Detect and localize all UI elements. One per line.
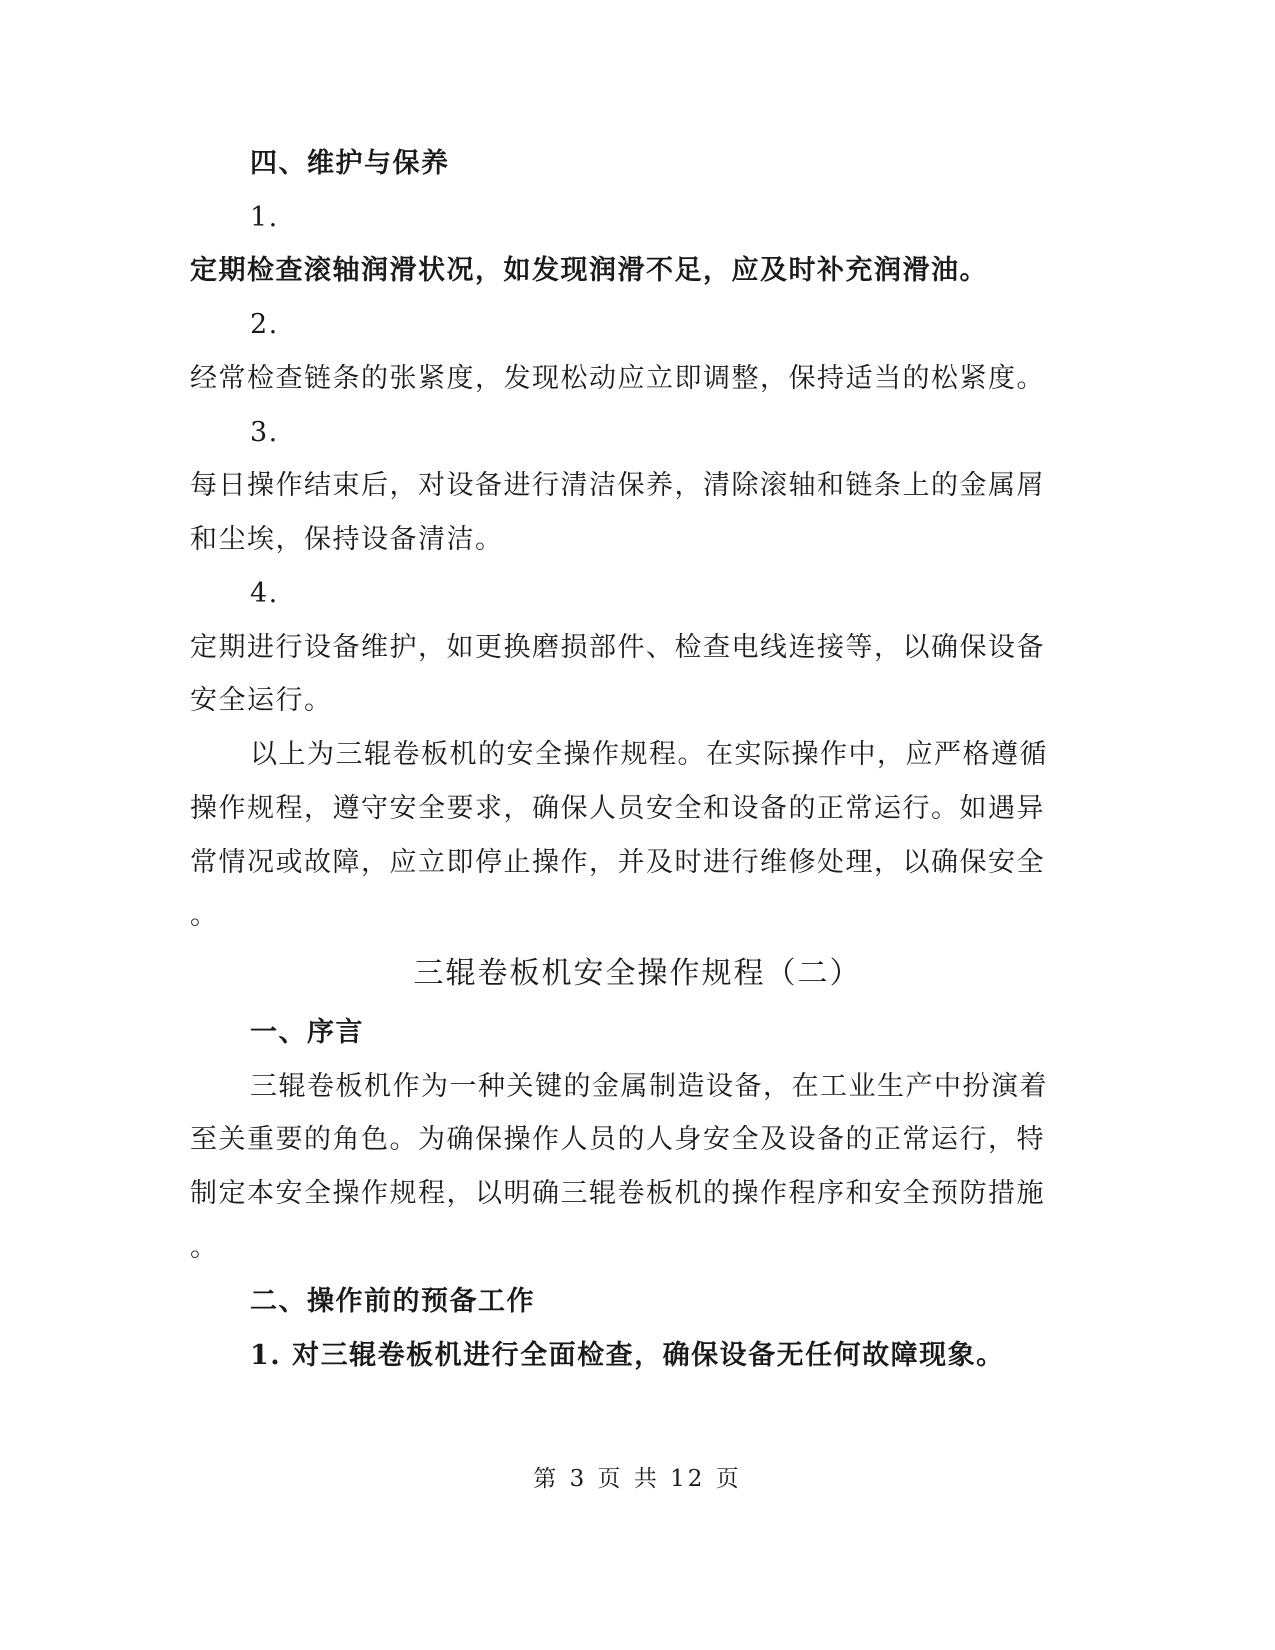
section-heading-maintenance: 四、维护与保养 [250,148,450,179]
summary-paragraph-line: 操作规程，遵守安全要求，确保人员安全和设备的正常运行。如遇异 [190,793,1045,824]
summary-paragraph-line: 常情况或故障，应立即停止操作，并及时进行维修处理，以确保安全 [190,847,1045,878]
list-item-number: 2. [250,309,279,340]
summary-paragraph-line: 。 [190,900,219,931]
list-item-number: 3. [250,417,279,448]
list-item-text: 安全运行。 [190,685,333,716]
preface-paragraph-line: 三辊卷板机作为一种关键的金属制造设备，在工业生产中扮演着 [250,1071,1048,1102]
list-item-number: 4. [250,578,279,609]
list-item-text: 和尘埃，保持设备清洁。 [190,524,504,555]
list-item-text: 每日操作结束后，对设备进行清洁保养，清除滚轴和链条上的金属屑 [190,470,1045,501]
list-item-text: 定期进行设备维护，如更换磨损部件、检查电线连接等，以确保设备 [190,632,1045,663]
preface-paragraph-line: 制定本安全操作规程，以明确三辊卷板机的操作程序和安全预防措施 [190,1178,1045,1209]
preface-paragraph-line: 至关重要的角色。为确保操作人员的人身安全及设备的正常运行，特 [190,1124,1045,1155]
document-title: 三辊卷板机安全操作规程（二） [413,956,862,991]
page-number-footer: 第 3 页 共 12 页 [533,1466,742,1492]
list-item-text: 经常检查链条的张紧度，发现松动应立即调整，保持适当的松紧度。 [190,363,1045,394]
preface-paragraph-line: 。 [190,1232,219,1263]
list-item-number: 1. [250,202,279,233]
summary-paragraph-line: 以上为三辊卷板机的安全操作规程。在实际操作中，应严格遵循 [250,739,1048,770]
list-item-text: 定期检查滚轴润滑状况，如发现润滑不足，应及时补充润滑油。 [190,255,988,286]
list-item-text: 1. 对三辊卷板机进行全面检查，确保设备无任何故障现象。 [250,1340,1005,1371]
section-heading-preparation: 二、操作前的预备工作 [250,1286,535,1317]
section-heading-preface: 一、序言 [250,1017,364,1048]
